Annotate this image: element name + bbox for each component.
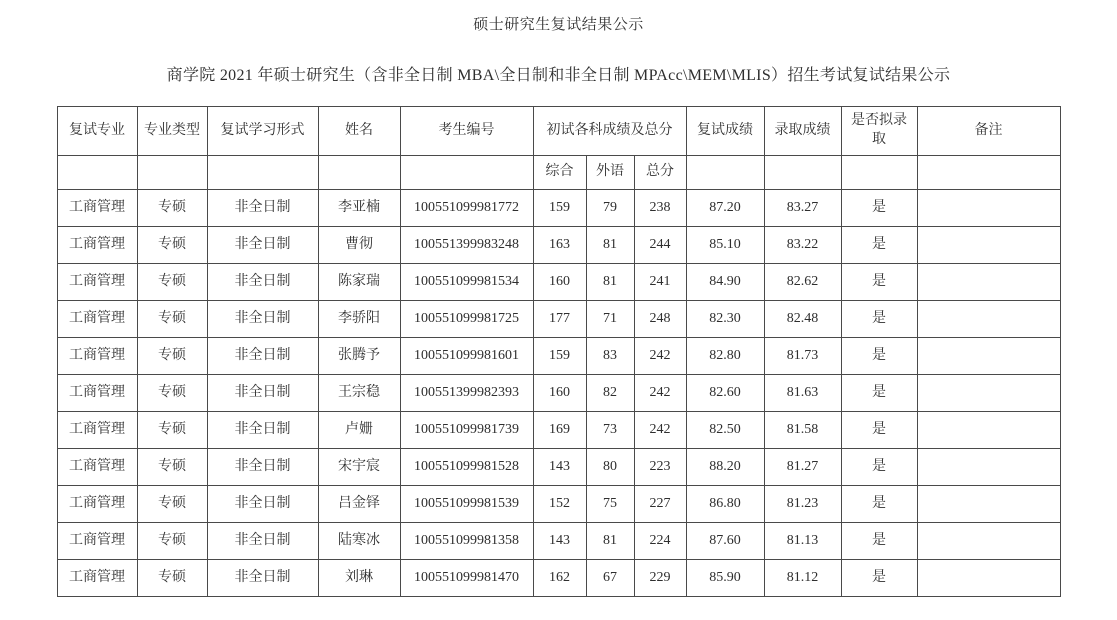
cell-retest-score: 82.50	[686, 412, 764, 449]
cell-admission-score: 81.73	[764, 338, 841, 375]
cell-foreign-language: 83	[586, 338, 634, 375]
cell-comprehensive: 159	[533, 190, 586, 227]
cell-foreign-language: 75	[586, 486, 634, 523]
cell-admission-score: 82.62	[764, 264, 841, 301]
cell-remark	[917, 375, 1060, 412]
cell-comprehensive: 152	[533, 486, 586, 523]
cell-admitted: 是	[841, 412, 917, 449]
cell-name: 张腾予	[318, 338, 400, 375]
cell-candidate-no: 100551099981528	[400, 449, 533, 486]
header-empty-cell	[318, 156, 400, 190]
cell-major-type: 专硕	[137, 560, 207, 597]
header-empty-cell	[917, 156, 1060, 190]
cell-major-type: 专硕	[137, 264, 207, 301]
cell-admitted: 是	[841, 523, 917, 560]
cell-remark	[917, 338, 1060, 375]
cell-study-form: 非全日制	[207, 449, 318, 486]
table-row	[57, 486, 1060, 523]
cell-foreign-language: 80	[586, 449, 634, 486]
page-title: 硕士研究生复试结果公示	[473, 17, 644, 33]
cell-admitted: 是	[841, 375, 917, 412]
cell-total: 241	[634, 264, 686, 301]
cell-major: 工商管理	[57, 486, 137, 523]
cell-study-form: 非全日制	[207, 227, 318, 264]
header-study-form: 复试学习形式	[207, 107, 318, 156]
cell-remark	[917, 560, 1060, 597]
cell-study-form: 非全日制	[207, 412, 318, 449]
cell-admission-score: 82.48	[764, 301, 841, 338]
cell-admitted: 是	[841, 227, 917, 264]
cell-name: 李骄阳	[318, 301, 400, 338]
table-row	[57, 412, 1060, 449]
cell-admitted: 是	[841, 301, 917, 338]
cell-name: 刘琳	[318, 560, 400, 597]
cell-admitted: 是	[841, 449, 917, 486]
cell-total: 223	[634, 449, 686, 486]
cell-study-form: 非全日制	[207, 338, 318, 375]
table-body	[57, 190, 1060, 597]
cell-major: 工商管理	[57, 338, 137, 375]
cell-retest-score: 86.80	[686, 486, 764, 523]
cell-retest-score: 84.90	[686, 264, 764, 301]
cell-major: 工商管理	[57, 412, 137, 449]
cell-major-type: 专硕	[137, 486, 207, 523]
cell-admitted: 是	[841, 486, 917, 523]
table-row	[57, 190, 1060, 227]
cell-comprehensive: 160	[533, 264, 586, 301]
header-name: 姓名	[318, 107, 400, 156]
cell-major: 工商管理	[57, 449, 137, 486]
header-foreign-language: 外语	[586, 156, 634, 190]
cell-admission-score: 81.27	[764, 449, 841, 486]
cell-foreign-language: 67	[586, 560, 634, 597]
cell-major: 工商管理	[57, 227, 137, 264]
cell-total: 227	[634, 486, 686, 523]
results-table	[57, 106, 1061, 597]
cell-retest-score: 87.20	[686, 190, 764, 227]
cell-major: 工商管理	[57, 560, 137, 597]
table-row	[57, 449, 1060, 486]
cell-comprehensive: 163	[533, 227, 586, 264]
cell-foreign-language: 71	[586, 301, 634, 338]
cell-candidate-no: 100551099981534	[400, 264, 533, 301]
cell-retest-score: 87.60	[686, 523, 764, 560]
cell-total: 248	[634, 301, 686, 338]
table-row	[57, 560, 1060, 597]
cell-remark	[917, 523, 1060, 560]
header-comprehensive: 综合	[533, 156, 586, 190]
cell-remark	[917, 449, 1060, 486]
page-subtitle: 商学院 2021 年硕士研究生（含非全日制 MBA\全日制和非全日制 MPAcc\MEM\MLIS）招生考试复试结果公示	[166, 67, 951, 84]
cell-admitted: 是	[841, 560, 917, 597]
cell-name: 王宗稳	[318, 375, 400, 412]
cell-total: 238	[634, 190, 686, 227]
header-row-sub	[57, 156, 1060, 190]
cell-retest-score: 88.20	[686, 449, 764, 486]
cell-retest-score: 82.60	[686, 375, 764, 412]
table-header	[57, 107, 1060, 190]
cell-retest-score: 82.30	[686, 301, 764, 338]
header-initial-scores-group: 初试各科成绩及总分	[533, 107, 686, 156]
cell-remark	[917, 412, 1060, 449]
cell-major-type: 专硕	[137, 412, 207, 449]
header-empty-cell	[207, 156, 318, 190]
header-empty-cell	[137, 156, 207, 190]
table-row	[57, 301, 1060, 338]
cell-admission-score: 81.63	[764, 375, 841, 412]
cell-name: 卢姗	[318, 412, 400, 449]
cell-candidate-no: 100551099981358	[400, 523, 533, 560]
cell-major-type: 专硕	[137, 301, 207, 338]
header-admission-score: 录取成绩	[764, 107, 841, 156]
cell-major-type: 专硕	[137, 338, 207, 375]
cell-study-form: 非全日制	[207, 486, 318, 523]
cell-study-form: 非全日制	[207, 560, 318, 597]
table-row	[57, 523, 1060, 560]
header-retest-score: 复试成绩	[686, 107, 764, 156]
header-empty-cell	[57, 156, 137, 190]
cell-name: 宋宇宸	[318, 449, 400, 486]
cell-admission-score: 81.13	[764, 523, 841, 560]
table-row	[57, 338, 1060, 375]
cell-candidate-no: 100551399982393	[400, 375, 533, 412]
cell-retest-score: 85.90	[686, 560, 764, 597]
header-remark: 备注	[917, 107, 1060, 156]
cell-major-type: 专硕	[137, 375, 207, 412]
cell-retest-score: 82.80	[686, 338, 764, 375]
cell-foreign-language: 81	[586, 227, 634, 264]
cell-major: 工商管理	[57, 375, 137, 412]
cell-admitted: 是	[841, 338, 917, 375]
cell-comprehensive: 143	[533, 449, 586, 486]
header-empty-cell	[400, 156, 533, 190]
cell-candidate-no: 100551399983248	[400, 227, 533, 264]
cell-major: 工商管理	[57, 190, 137, 227]
cell-remark	[917, 301, 1060, 338]
cell-major: 工商管理	[57, 301, 137, 338]
cell-study-form: 非全日制	[207, 190, 318, 227]
cell-study-form: 非全日制	[207, 264, 318, 301]
cell-total: 242	[634, 338, 686, 375]
cell-comprehensive: 159	[533, 338, 586, 375]
header-empty-cell	[764, 156, 841, 190]
cell-major-type: 专硕	[137, 227, 207, 264]
cell-candidate-no: 100551099981725	[400, 301, 533, 338]
cell-admission-score: 81.12	[764, 560, 841, 597]
cell-foreign-language: 73	[586, 412, 634, 449]
cell-candidate-no: 100551099981470	[400, 560, 533, 597]
header-major: 复试专业	[57, 107, 137, 156]
cell-comprehensive: 169	[533, 412, 586, 449]
cell-comprehensive: 177	[533, 301, 586, 338]
cell-admitted: 是	[841, 264, 917, 301]
table-row	[57, 264, 1060, 301]
cell-major-type: 专硕	[137, 449, 207, 486]
cell-major: 工商管理	[57, 523, 137, 560]
header-row-main	[57, 107, 1060, 156]
cell-remark	[917, 264, 1060, 301]
cell-admission-score: 81.58	[764, 412, 841, 449]
cell-total: 242	[634, 412, 686, 449]
header-empty-cell	[841, 156, 917, 190]
cell-name: 陈家瑞	[318, 264, 400, 301]
cell-total: 229	[634, 560, 686, 597]
cell-total: 242	[634, 375, 686, 412]
cell-candidate-no: 100551099981601	[400, 338, 533, 375]
cell-major-type: 专硕	[137, 523, 207, 560]
cell-admission-score: 83.27	[764, 190, 841, 227]
cell-remark	[917, 227, 1060, 264]
header-total: 总分	[634, 156, 686, 190]
cell-candidate-no: 100551099981772	[400, 190, 533, 227]
cell-name: 陆寒冰	[318, 523, 400, 560]
cell-total: 224	[634, 523, 686, 560]
cell-foreign-language: 79	[586, 190, 634, 227]
cell-admission-score: 81.23	[764, 486, 841, 523]
cell-name: 李亚楠	[318, 190, 400, 227]
cell-candidate-no: 100551099981739	[400, 412, 533, 449]
cell-name: 曹彻	[318, 227, 400, 264]
header-admitted: 是否拟录取	[841, 107, 917, 156]
cell-study-form: 非全日制	[207, 375, 318, 412]
cell-comprehensive: 162	[533, 560, 586, 597]
cell-candidate-no: 100551099981539	[400, 486, 533, 523]
cell-admitted: 是	[841, 190, 917, 227]
table-row	[57, 227, 1060, 264]
header-empty-cell	[686, 156, 764, 190]
header-major-type: 专业类型	[137, 107, 207, 156]
cell-major: 工商管理	[57, 264, 137, 301]
cell-comprehensive: 143	[533, 523, 586, 560]
cell-major-type: 专硕	[137, 190, 207, 227]
cell-name: 吕金铎	[318, 486, 400, 523]
cell-study-form: 非全日制	[207, 523, 318, 560]
cell-total: 244	[634, 227, 686, 264]
cell-comprehensive: 160	[533, 375, 586, 412]
cell-study-form: 非全日制	[207, 301, 318, 338]
cell-admission-score: 83.22	[764, 227, 841, 264]
header-candidate-no: 考生编号	[400, 107, 533, 156]
cell-foreign-language: 81	[586, 264, 634, 301]
cell-foreign-language: 82	[586, 375, 634, 412]
cell-remark	[917, 486, 1060, 523]
cell-foreign-language: 81	[586, 523, 634, 560]
cell-remark	[917, 190, 1060, 227]
cell-retest-score: 85.10	[686, 227, 764, 264]
table-row	[57, 375, 1060, 412]
